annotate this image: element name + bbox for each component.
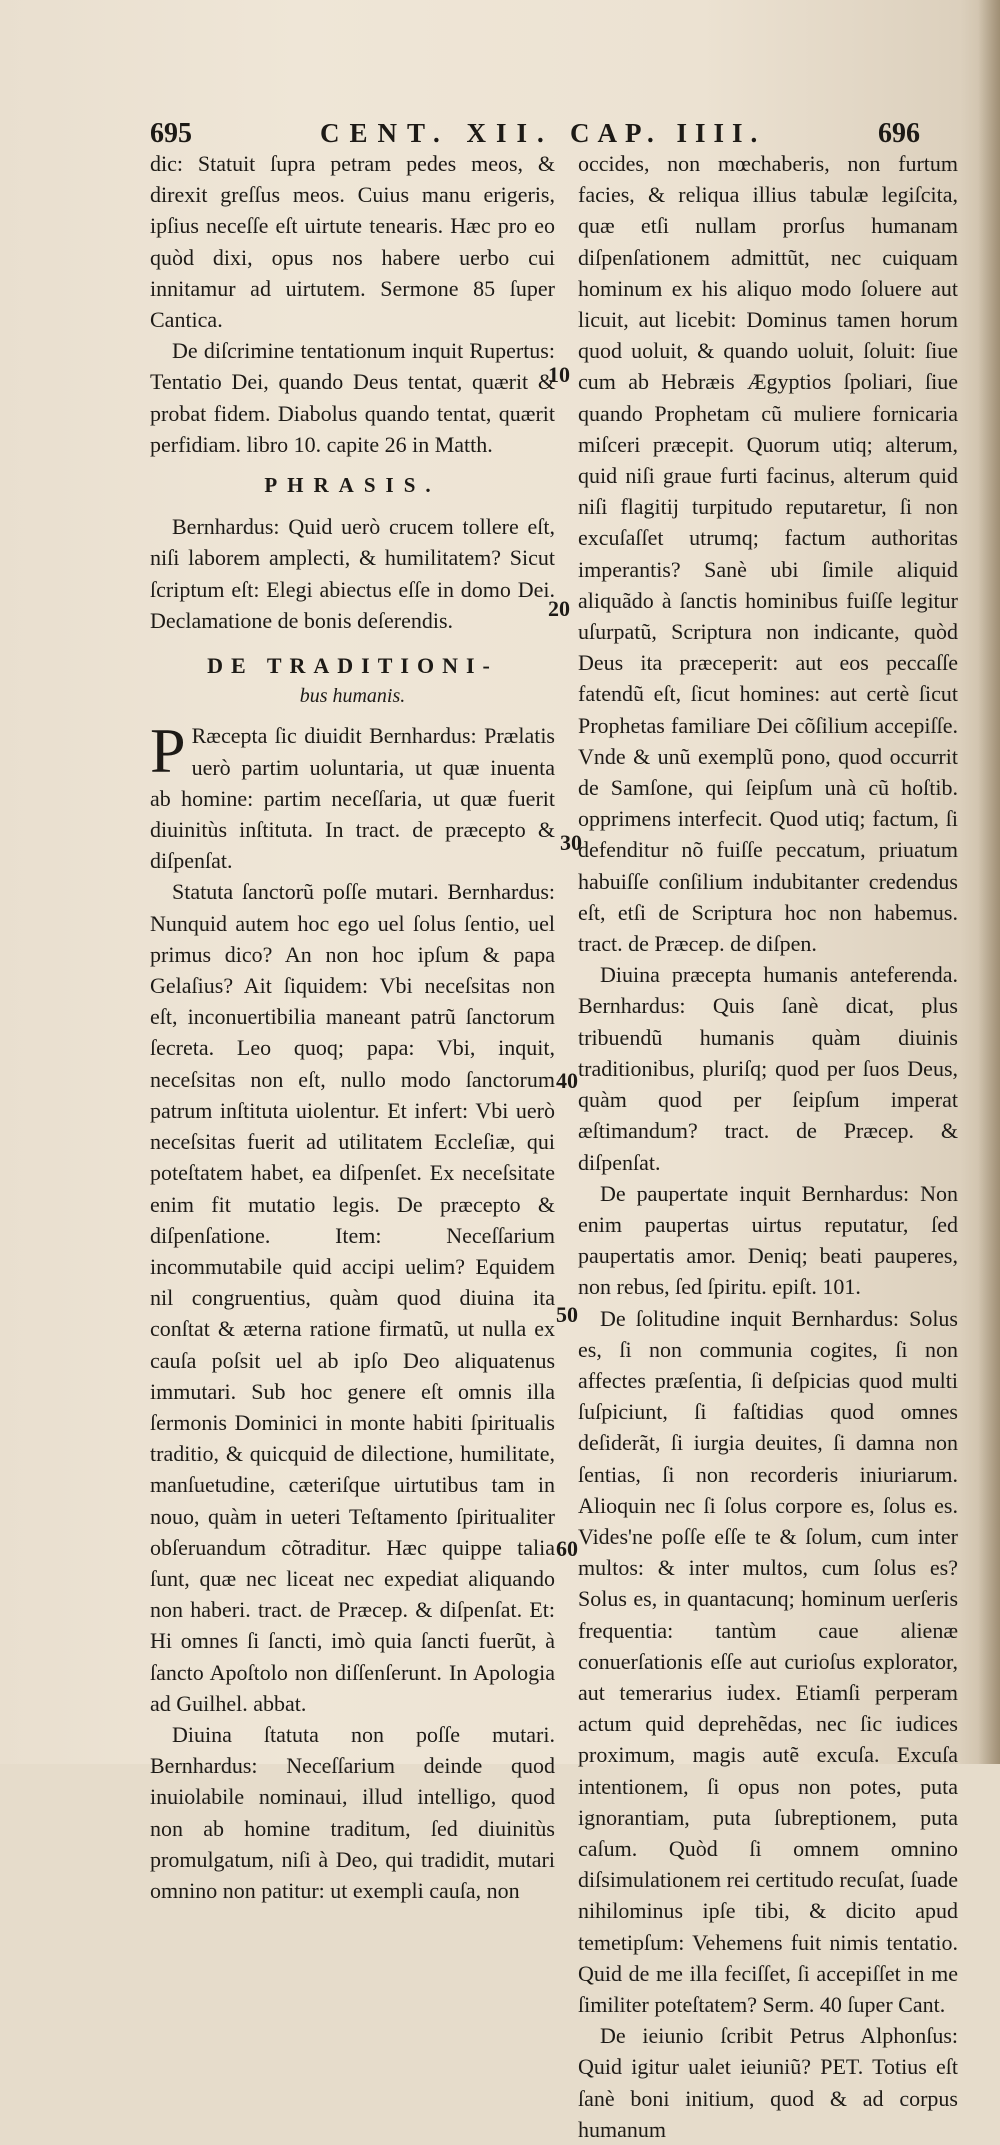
section-heading-phrasis: PHRASIS. [264,473,441,498]
left-column [150,148,555,1906]
paragraph: De ieiunio ſcribit Petrus Alphonſus: Quid igitur ualet ieiuniũ? PET. Totius eſt ſanè boni initium, quod & ad corpus humanum [578,2023,958,2142]
page-number-left: 695 [150,118,192,149]
line-number: 50 [556,1302,578,1327]
drop-capital: P [150,715,186,787]
page-number-right: 696 [878,118,920,149]
paragraph-with-dropcap [150,715,555,876]
running-head-right: CAP. IIII. [570,118,766,148]
paragraph: De paupertate inquit Bernhardus: Non enim paupertas uirtus reputatur, ſed paupertatis amor. Deniq; beati pauperes, non rebus, ſed ſpiritu. epiſt. 101. [578,1180,958,1300]
paragraph: dic: Statuit ſupra petram pedes meos, & direxit greſſus meos. Cuius manu erigeris, ipſius neceſſe eſt uirtute tenearis. Hæc pro eo quòd dixi, opus nos habere uerbo cui innitamur ad uirtutem. Sermone 85 ſuper Cantica. [150,151,555,333]
line-number: 20 [548,596,570,621]
right-column [578,148,958,2145]
line-number: 30 [560,830,582,855]
line-number: 40 [556,1068,578,1093]
paragraph: Statuta ſanctorũ poſſe mutari. Bernhardus: Nunquid autem hoc ego uel ſolus ſentio, uel primus dico? An non hoc ipſum & papa Gelaſius? Ait ſiquidem: Vbi neceſsitas non eſt, inconuertibilia maneant patrũ ſanctorum ſecreta. Leo quoq; papa: Vbi, inquit, neceſsitas non eſt, nullo modo ſanctorum patrum inſtituta uiolentur. Et infert: Vbi uerò neceſsitas fuerit ad utilitatem Eccleſiæ, qui poteſtatem habet, ea diſpenſet. Ex neceſsitate enim fit mutatio legis. De præcepto & diſpenſatione. Item: Neceſſarium incommutabile quid accipi uelim? Equidem nil congruentius, quàm quod diuina ita conſtat & æterna ratione firmatũ, ut nulla ex cauſa poſsit uel ab ipſo Deo aliquatenus immutari. Sub hoc genere eſt omnis illa ſermonis Dominici in monte habiti ſpiritualis traditio, & quicquid de dilectione, humilitate, manſuetudine, cæteriſque uirtutibus tam in nouo, quàm in ueteri Teſtamento ſpiritualiter obſeruandum cõtraditur. Hæc quippe talia ſunt, quæ nec liceat nec expediat aliquando non haberi. tract. de Præcep. & diſpenſat. Et: Hi omnes ſi ſancti, imò quia ſancti fuerũt, à ſancto Apoſtolo non diſſenſerunt. In Apologia ad Guilhel. abbat. [150,879,555,1716]
paragraph: occides, non mœchaberis, non furtum facies, & reliqua illius tabulæ legiſcita, quæ etſi nullam prorſus humanam diſpenſationem admittũt, nec cuiquam hominum ex his aliquo modo ſoluere aut licuit, aut licebit: Dominus tamen horum quod uoluit, & quando uoluit, ſoluit: ſiue cum ab Hebræis Ægyptios ſpoliari, ſiue quando Prophetam cũ muliere fornicaria miſceri præcepit. Quorum utiq; alterum, quid niſi grauе furti facinus, alterum quid niſi flagitij turpitudo reputaretur, ſi non excuſaſſet utrumq; factum authoritas imperantis? Sanè ubi ſimile aliquid aliquãdo à ſanctis hominibus fuiſſe legitur uſurpatũ, Scriptura non indicante, quòd Deus ita præceperit: aut eos peccaſſe fatendũ eſt, ſicut homines: aut certè ſicut Prophetas familiare Dei cõſilium accepiſſe. Vnde & unũ exemplũ pono, quod occurrit de Samſone, qui ſeipſum unà cũ hoſtib. opprimens interfecit. Quod utiq; factum, ſi defenditur nõ fuiſſe peccatum, priuatum habuiſſe conſilium indubitanter credendus eſt, etſi de Scriptura hoc non habemus. tract. de Præcep. de diſpen. [578,151,958,957]
paragraph: Diuina præcepta humanis anteferenda. Bernhardus: Quis ſanè dicat, plus tribuendũ humanis quàm diuinis traditionibus, pluriſq; quod per ſuos Deus, quàm quod per ſeipſum imperat æſtimandum? tract. de Præcep. & diſpenſat. [578,962,958,1175]
paragraph: Diuina ſtatuta non poſſe mutari. Bernhardus: Neceſſarium deinde quod inuiolabile nominaui, illud intelligo, quod non ab homine traditum, ſed diuinitùs promulgatum, niſi à Deo, qui tradidit, mutari omnino non patitur: ut exempli cauſa, non [150,1721,555,1903]
line-number: 10 [548,362,570,387]
paragraph: De diſcrimine tentationum inquit Rupertus: Tentatio Dei, quando Deus tentat, quærit & probat fidem. Diabolus quando tentat, quærit perfidiam. libro 10. capite 26 in Matth. [150,338,555,457]
line-number: 60 [556,1536,578,1561]
page-edge-shadow [978,0,1000,1764]
section-heading-traditions: DE TRADITIONI- [207,653,498,679]
section-subheading: bus humanis. [299,685,406,708]
paragraph: Bernhardus: Quid uerò crucem tollere eſt, niſi laborem amplecti, & humilitatem? Sicut ſcriptum eſt: Elegi abiectus eſſe in domo Dei. Declamatione de bonis deſerendis. [150,514,555,633]
running-head-left: CENT. XII. [320,118,554,148]
paragraph-text: Ræcepta ſic diuidit Bernhardus: Prælatis uerò partim uoluntaria, ut quæ inuenta ab homine: partim neceſſaria, ut quæ fuerit diuinitùs inſtituta. In tract. de præcepto & diſpenſat. [150,723,555,874]
paragraph: De ſolitudine inquit Bernhardus: Solus es, ſi non communia cogites, ſi non affectes præſentia, ſi deſpicias quod multi ſuſpiciunt, ſi faſtidias quod omnes deſiderãt, ſi iurgia deuites, ſi damna non ſentias, ſi non recorderis iniuriarum. Alioquin nec ſi ſolus corpore es, ſolus es. Vides'ne poſſe eſſe te & ſolum, cum inter multos: & inter multos, cum ſolus es? Solus es, in quantacunq; hominum uerſeris frequentia: tantùm caue alienæ conuerſationis eſſe aut curioſus explorator, aut temerarius iudex. Etiamſi perperam actum quid deprehẽdas, nec ſic iudices proximum, magis autẽ excuſa. Excuſa intentionem, ſi opus non potes, puta ignorantiam, puta ſubreptionem, puta caſum. Quòd ſi omnem omnino diſsimulationem rei certitudo recuſat, ſuade nihilominus ipſe tibi, & dicito apud temetipſum: Vehemens fuit nimis tentatio. Quid de me illa feciſſet, ſi accepiſſet in me ſimiliter poteſtatem? Serm. 40 ſuper Cant. [578,1305,958,2017]
